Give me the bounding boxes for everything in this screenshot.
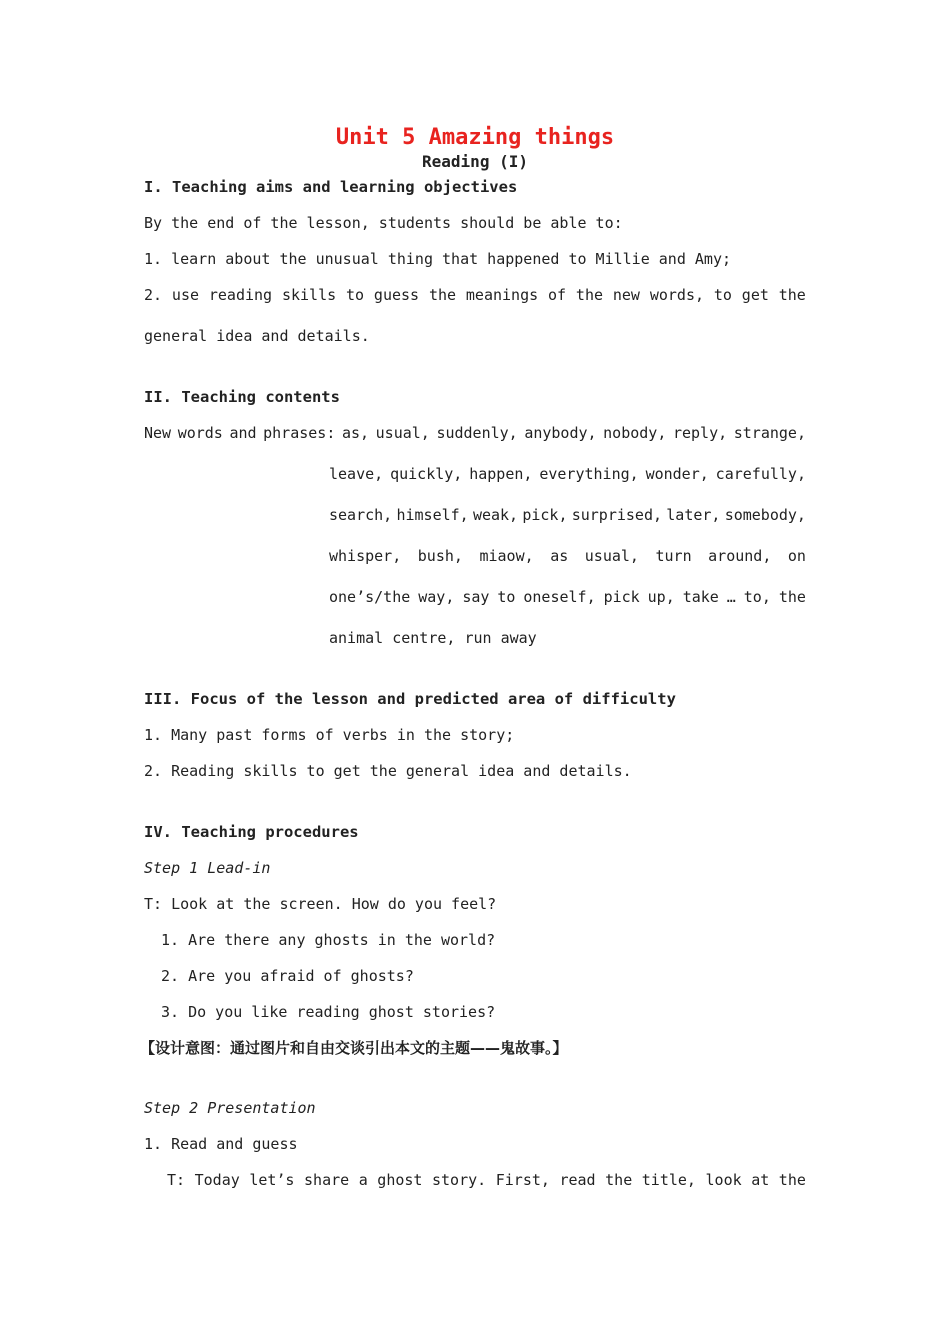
word: around, xyxy=(708,547,772,565)
section-3-heading: III. Focus of the lesson and predicted area of difficulty xyxy=(144,690,676,708)
word: Today xyxy=(194,1171,240,1189)
word: whisper, xyxy=(329,547,402,565)
new-words-line-3 xyxy=(329,505,806,525)
word: of xyxy=(548,286,567,304)
word: guess xyxy=(373,286,420,304)
word: weak, xyxy=(472,506,519,524)
word: happen, xyxy=(469,465,533,483)
word: use xyxy=(171,286,200,304)
section-3-item-1: 1. Many past forms of verbs in the story; xyxy=(144,726,515,744)
word: usual, xyxy=(375,424,430,442)
word: pick xyxy=(603,588,640,606)
word: as, xyxy=(341,424,370,442)
word: New xyxy=(144,424,172,442)
read-and-guess-item: 1. Read and guess xyxy=(144,1135,298,1153)
word: T: xyxy=(167,1171,186,1189)
word: meanings xyxy=(465,286,539,304)
word: get xyxy=(741,286,769,304)
lead-in-question-2: 2. Are you afraid of ghosts? xyxy=(161,967,414,985)
word: phrases: xyxy=(263,424,336,442)
word: to xyxy=(346,286,365,304)
word: as xyxy=(550,547,569,565)
word: up, xyxy=(647,588,675,606)
new-words-line-6: animal centre, run away xyxy=(329,629,537,647)
word: share xyxy=(304,1171,350,1189)
word: the xyxy=(605,1171,633,1189)
word: read xyxy=(559,1171,596,1189)
word: say xyxy=(462,588,490,606)
section-1-item-1: 1. learn about the unusual thing that happened to Millie and Amy; xyxy=(144,250,731,268)
word: the xyxy=(428,286,457,304)
word: look xyxy=(705,1171,742,1189)
word: pick, xyxy=(522,506,568,524)
word: everything, xyxy=(539,465,639,483)
document-title: Unit 5 Amazing things xyxy=(335,125,615,150)
word: … xyxy=(726,588,736,606)
word: words, xyxy=(649,286,705,304)
word: one’s/the xyxy=(329,588,411,606)
word: skills xyxy=(281,286,337,304)
word: words xyxy=(177,424,223,442)
word: a xyxy=(358,1171,368,1189)
word: ghost xyxy=(377,1171,423,1189)
word: bush, xyxy=(417,547,463,565)
word: later, xyxy=(666,506,721,524)
word: story. xyxy=(432,1171,487,1189)
word: somebody, xyxy=(724,506,806,524)
lead-in-question-3: 3. Do you like reading ghost stories? xyxy=(161,1003,496,1021)
section-1-heading: I. Teaching aims and learning objectives xyxy=(144,178,518,196)
document-subtitle: Reading (I) xyxy=(422,152,528,171)
word: the xyxy=(778,286,806,304)
word: anybody, xyxy=(524,424,597,442)
word: carefully, xyxy=(715,465,806,483)
word: 2. xyxy=(144,286,163,304)
word: strange, xyxy=(733,424,806,442)
word: himself, xyxy=(396,506,469,524)
word: miaow, xyxy=(479,547,534,565)
word: take xyxy=(682,588,719,606)
teacher-prompt: T: Look at the screen. How do you feel? xyxy=(144,895,497,913)
lead-in-question-1: 1. Are there any ghosts in the world? xyxy=(161,931,496,949)
new-words-line-2 xyxy=(329,464,806,484)
design-intent-note: 【设计意图：通过图片和自由交谈引出本文的主题——鬼故事。】 xyxy=(140,1039,568,1057)
word: to xyxy=(497,588,516,606)
word: the xyxy=(575,286,604,304)
section-1-intro: By the end of the lesson, students should be able to: xyxy=(144,214,623,232)
word: reply, xyxy=(672,424,728,442)
word: reading xyxy=(208,286,273,304)
teacher-story-intro xyxy=(167,1170,806,1190)
section-4-heading: IV. Teaching procedures xyxy=(144,823,359,841)
step-1-heading: Step 1 Lead-in xyxy=(144,859,271,877)
word: the xyxy=(778,588,806,606)
word: to xyxy=(713,286,732,304)
word: new xyxy=(612,286,640,304)
new-words-line-1 xyxy=(144,423,806,443)
word: usual, xyxy=(584,547,639,565)
section-1-item-2 xyxy=(144,285,806,305)
word: on xyxy=(787,547,806,565)
word: turn xyxy=(655,547,692,565)
step-2-heading: Step 2 Presentation xyxy=(144,1099,316,1117)
word: oneself, xyxy=(523,588,596,606)
word: at xyxy=(751,1171,770,1189)
word: way, xyxy=(418,588,455,606)
section-2-heading: II. Teaching contents xyxy=(144,388,340,406)
word: to, xyxy=(743,588,771,606)
word: and xyxy=(229,424,257,442)
word: surprised, xyxy=(571,506,663,524)
word: let’s xyxy=(249,1171,295,1189)
word: suddenly, xyxy=(436,424,518,442)
word: leave, xyxy=(329,465,384,483)
word: title, xyxy=(641,1171,696,1189)
section-1-item-2-continued: general idea and details. xyxy=(144,327,370,345)
new-words-line-5 xyxy=(329,587,806,607)
word: the xyxy=(778,1171,806,1189)
word: wonder, xyxy=(645,465,709,483)
section-3-item-2: 2. Reading skills to get the general idea and details. xyxy=(144,762,632,780)
word: First, xyxy=(495,1171,550,1189)
word: quickly, xyxy=(390,465,463,483)
new-words-line-4 xyxy=(329,546,806,566)
word: search, xyxy=(329,506,393,524)
word: nobody, xyxy=(603,424,667,442)
